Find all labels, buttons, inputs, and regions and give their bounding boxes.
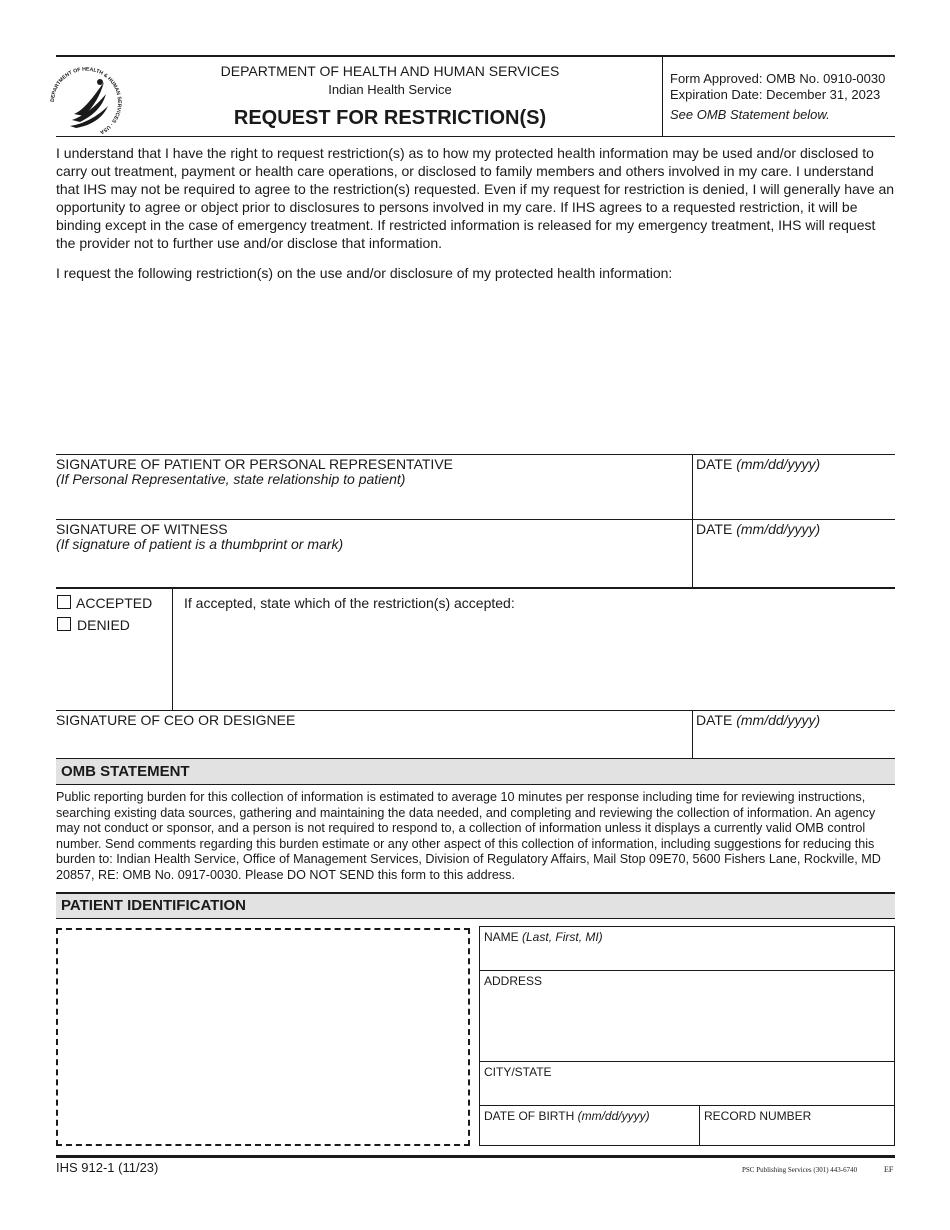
- patient-id-heading-rule: [56, 918, 895, 919]
- expiration-date: Expiration Date: December 31, 2023: [670, 87, 881, 102]
- city-state-label: CITY/STATE: [484, 1065, 552, 1079]
- date-label-text: DATE: [696, 456, 733, 472]
- form-number: IHS 912-1 (11/23): [56, 1160, 159, 1175]
- decision-top-rule: [56, 587, 895, 589]
- intro-paragraph: I understand that I have the right to request restriction(s) as to how my protected health information may be used and/or disclosed to carry out treatment, payment or health care operations, or disclosed to family members and others involved in my care. I understand that IHS may not be required to agree to the restriction(s) requested. Even if my request for restriction is denied, I will generally have an opportunity to agree or object prior to disclosures to persons involved in my care. If IHS agrees to a requested restriction, it will be binding except in the case of emergency treatment. If restricted information is released for my emergency treatment, IHS will request the provider not to further use and/or disclose that information.: [56, 145, 895, 251]
- dob-label-text: DATE OF BIRTH: [484, 1109, 575, 1123]
- accepted-restrictions-field[interactable]: [173, 614, 895, 710]
- date-label-text: DATE: [696, 521, 733, 537]
- address-field[interactable]: [480, 971, 894, 1061]
- accepted-label: ACCEPTED: [76, 595, 153, 611]
- department-name: DEPARTMENT OF HEALTH AND HUMAN SERVICES: [220, 63, 560, 79]
- patient-signature-note: (If Personal Representative, state relationship to patient): [56, 471, 406, 487]
- witness-date-label: [696, 521, 820, 537]
- witness-signature-label: SIGNATURE OF WITNESS: [56, 521, 228, 537]
- date-format-text: (mm/dd/yyyy): [736, 712, 821, 728]
- patient-signature-label: SIGNATURE OF PATIENT OR PERSONAL REPRESENTATIVE: [56, 456, 453, 472]
- patient-id-heading: [56, 894, 895, 918]
- accepted-restrictions-label: If accepted, state which of the restriction(s) accepted:: [184, 595, 515, 611]
- omb-heading: [56, 759, 895, 784]
- see-omb-note: See OMB Statement below.: [670, 107, 830, 122]
- accepted-checkbox[interactable]: [57, 595, 71, 609]
- patient-id-heading-text: PATIENT IDENTIFICATION: [61, 897, 246, 914]
- seal-text: DEPARTMENT OF HEALTH & HUMAN SERVICES · USA: [49, 66, 123, 136]
- dob-label: [484, 1109, 650, 1123]
- date-label-text: DATE: [696, 712, 733, 728]
- dob-format-text: (mm/dd/yyyy): [577, 1109, 650, 1123]
- publisher-credit: PSC Publishing Services (301) 443-6740: [742, 1166, 858, 1174]
- form-title: REQUEST FOR RESTRICTION(S): [233, 107, 547, 129]
- name-label-text: NAME: [484, 930, 519, 944]
- header-bottom-rule: [56, 136, 895, 137]
- omb-heading-rule: [56, 784, 895, 785]
- top-rule: [56, 55, 895, 57]
- restriction-entry-area[interactable]: [56, 286, 895, 452]
- date-format-text: (mm/dd/yyyy): [736, 521, 821, 537]
- name-note-text: (Last, First, MI): [522, 930, 603, 944]
- form-approved: Form Approved: OMB No. 0910-0030: [670, 71, 886, 86]
- record-number-label: RECORD NUMBER: [704, 1109, 812, 1123]
- hhs-seal: [44, 62, 128, 138]
- request-line: I request the following restriction(s) on the use and/or disclosure of my protected health information:: [56, 265, 673, 281]
- imprint-area[interactable]: [56, 928, 470, 1146]
- denied-label: DENIED: [77, 617, 130, 633]
- ceo-date-label: [696, 712, 820, 728]
- name-label: [484, 930, 603, 944]
- witness-signature-note: (If signature of patient is a thumbprint or mark): [56, 536, 344, 552]
- omb-statement-text: Public reporting burden for this collection of information is estimated to average 10 minutes per response including time for reviewing instructions, searching existing data sources, gathering and maintaining the data needed, and completing and reviewing the collection of information. An agency may not conduct or sponsor, and a person is not required to respond to, a collection of information unless it displays a currently valid OMB control number. Send comments regarding this burden estimate or any other aspect of this collection of information, including suggestions for reducing this burden to: Indian Health Service, Office of Management Services, Division of Regulatory Affairs, Mail Stop 09E70, 5600 Fishers Lane, Rockville, MD 20857, RE: OMB No. 0917-0030. Please DO NOT SEND this form to this address.: [56, 790, 881, 882]
- footer-rule: [56, 1155, 895, 1158]
- header-divider: [662, 57, 663, 136]
- denied-checkbox[interactable]: [57, 617, 71, 631]
- ceo-signature-label: SIGNATURE OF CEO OR DESIGNEE: [56, 712, 296, 728]
- agency-name: Indian Health Service: [328, 82, 452, 97]
- patient-date-label: [696, 456, 820, 472]
- ef-mark: EF: [884, 1165, 894, 1174]
- omb-heading-text: OMB STATEMENT: [61, 763, 190, 780]
- address-label: ADDRESS: [484, 974, 543, 988]
- date-format-text: (mm/dd/yyyy): [736, 456, 821, 472]
